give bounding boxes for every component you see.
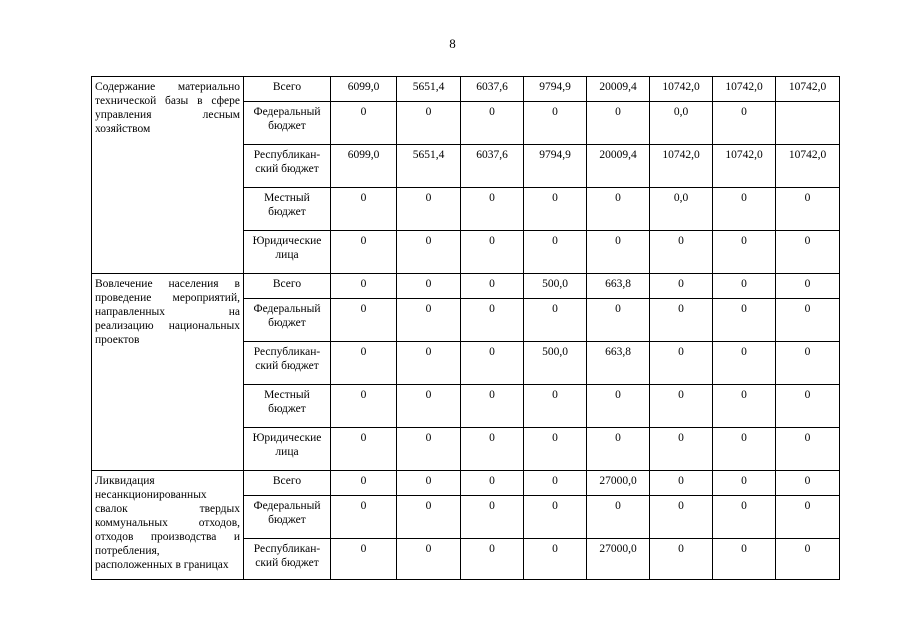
value-cell: 10742,0: [650, 77, 713, 102]
value-cell: 0: [524, 299, 587, 342]
value-cell: 0: [776, 188, 840, 231]
funding-source-cell: Республикан-ский бюджет: [244, 539, 331, 580]
value-cell: 0: [331, 342, 397, 385]
value-cell: 0: [461, 496, 524, 539]
value-cell: 0: [713, 188, 776, 231]
value-cell: 6037,6: [461, 145, 524, 188]
value-cell: 0: [587, 428, 650, 471]
value-cell: 0: [331, 188, 397, 231]
value-cell: 0: [397, 428, 461, 471]
funding-source-cell: Местный бюджет: [244, 385, 331, 428]
value-cell: 0: [776, 385, 840, 428]
value-cell: 6099,0: [331, 145, 397, 188]
value-cell: 0: [776, 496, 840, 539]
value-cell: 0: [331, 231, 397, 274]
value-cell: 0: [331, 471, 397, 496]
value-cell: 0: [524, 102, 587, 145]
value-cell: 0: [461, 471, 524, 496]
value-cell: 20009,4: [587, 145, 650, 188]
value-cell: 0: [524, 385, 587, 428]
value-cell: 0: [397, 539, 461, 580]
value-cell: 0: [713, 385, 776, 428]
value-cell: 0: [461, 231, 524, 274]
value-cell: 0: [397, 342, 461, 385]
value-cell: 0: [713, 496, 776, 539]
funding-source-cell: Федеральный бюджет: [244, 102, 331, 145]
value-cell: 0: [397, 299, 461, 342]
table-row: [92, 77, 840, 102]
value-cell: 0: [713, 539, 776, 580]
value-cell: 0: [461, 274, 524, 299]
value-cell: 0: [713, 342, 776, 385]
value-cell: 0: [331, 102, 397, 145]
value-cell: 0: [650, 539, 713, 580]
value-cell: 0: [650, 471, 713, 496]
value-cell: 0: [776, 231, 840, 274]
value-cell: 0: [461, 188, 524, 231]
value-cell: 20009,4: [587, 77, 650, 102]
funding-source-cell: Юридические лица: [244, 231, 331, 274]
value-cell: 6099,0: [331, 77, 397, 102]
value-cell: [776, 102, 840, 145]
table-row: [92, 274, 840, 299]
value-cell: 0: [397, 274, 461, 299]
value-cell: 0: [331, 428, 397, 471]
value-cell: 0: [776, 428, 840, 471]
value-cell: 0: [776, 274, 840, 299]
value-cell: 5651,4: [397, 77, 461, 102]
page-number: 8: [449, 36, 456, 51]
funding-source-cell: Всего: [244, 77, 331, 102]
value-cell: 0: [397, 102, 461, 145]
value-cell: 10742,0: [650, 145, 713, 188]
activity-cell: Ликвидация несанкционированных свалок твердых коммунальных отходов, отходов производства и потребления, расположенных в границах: [92, 471, 244, 580]
value-cell: 0: [397, 385, 461, 428]
value-cell: 9794,9: [524, 77, 587, 102]
value-cell: 0: [587, 231, 650, 274]
value-cell: 0: [650, 496, 713, 539]
value-cell: 0: [331, 299, 397, 342]
value-cell: 0: [713, 231, 776, 274]
value-cell: 0: [524, 496, 587, 539]
funding-source-cell: Федеральный бюджет: [244, 496, 331, 539]
funding-source-cell: Местный бюджет: [244, 188, 331, 231]
value-cell: 0: [461, 299, 524, 342]
value-cell: 10742,0: [776, 77, 840, 102]
value-cell: 663,8: [587, 274, 650, 299]
value-cell: 0: [461, 385, 524, 428]
funding-source-cell: Республикан-ский бюджет: [244, 145, 331, 188]
value-cell: 0,0: [650, 102, 713, 145]
funding-source-cell: Всего: [244, 471, 331, 496]
value-cell: 0: [461, 428, 524, 471]
value-cell: 10742,0: [713, 145, 776, 188]
value-cell: 0: [587, 299, 650, 342]
value-cell: 0: [397, 496, 461, 539]
funding-source-cell: Республикан-ский бюджет: [244, 342, 331, 385]
value-cell: 0: [524, 539, 587, 580]
funding-source-cell: Юридические лица: [244, 428, 331, 471]
funding-source-cell: Федеральный бюджет: [244, 299, 331, 342]
value-cell: 0: [397, 471, 461, 496]
value-cell: 0: [650, 428, 713, 471]
value-cell: 0: [650, 385, 713, 428]
value-cell: 0: [713, 428, 776, 471]
value-cell: 0: [713, 102, 776, 145]
value-cell: 0: [331, 539, 397, 580]
value-cell: 0: [587, 385, 650, 428]
value-cell: 0: [650, 274, 713, 299]
value-cell: 0: [524, 188, 587, 231]
value-cell: 6037,6: [461, 77, 524, 102]
table-row: [92, 471, 840, 496]
value-cell: 27000,0: [587, 539, 650, 580]
value-cell: 0: [650, 299, 713, 342]
value-cell: 0: [524, 231, 587, 274]
value-cell: 0: [524, 428, 587, 471]
value-cell: 0: [587, 102, 650, 145]
value-cell: 10742,0: [713, 77, 776, 102]
value-cell: 10742,0: [776, 145, 840, 188]
value-cell: 500,0: [524, 342, 587, 385]
value-cell: 0: [587, 496, 650, 539]
value-cell: 0: [461, 539, 524, 580]
value-cell: 0: [776, 539, 840, 580]
value-cell: 0: [776, 299, 840, 342]
value-cell: 0,0: [650, 188, 713, 231]
budget-table: [91, 76, 840, 580]
value-cell: 0: [776, 471, 840, 496]
activity-cell: Вовлечение населения в проведение мероприятий, направленных на реализацию национальных проектов: [92, 274, 244, 471]
value-cell: 500,0: [524, 274, 587, 299]
activity-cell: Содержание материально технической базы в сфере управления лесным хозяйством: [92, 77, 244, 274]
value-cell: 663,8: [587, 342, 650, 385]
value-cell: 0: [331, 385, 397, 428]
value-cell: 0: [713, 274, 776, 299]
value-cell: 0: [524, 471, 587, 496]
value-cell: 0: [397, 231, 461, 274]
value-cell: 0: [776, 342, 840, 385]
value-cell: 0: [397, 188, 461, 231]
value-cell: 0: [587, 188, 650, 231]
value-cell: 27000,0: [587, 471, 650, 496]
value-cell: 0: [461, 102, 524, 145]
value-cell: 0: [713, 299, 776, 342]
table-body: [92, 77, 840, 580]
value-cell: 0: [650, 342, 713, 385]
value-cell: 0: [331, 496, 397, 539]
value-cell: 0: [713, 471, 776, 496]
value-cell: 0: [650, 231, 713, 274]
value-cell: 0: [461, 342, 524, 385]
value-cell: 0: [331, 274, 397, 299]
funding-source-cell: Всего: [244, 274, 331, 299]
value-cell: 5651,4: [397, 145, 461, 188]
value-cell: 9794,9: [524, 145, 587, 188]
